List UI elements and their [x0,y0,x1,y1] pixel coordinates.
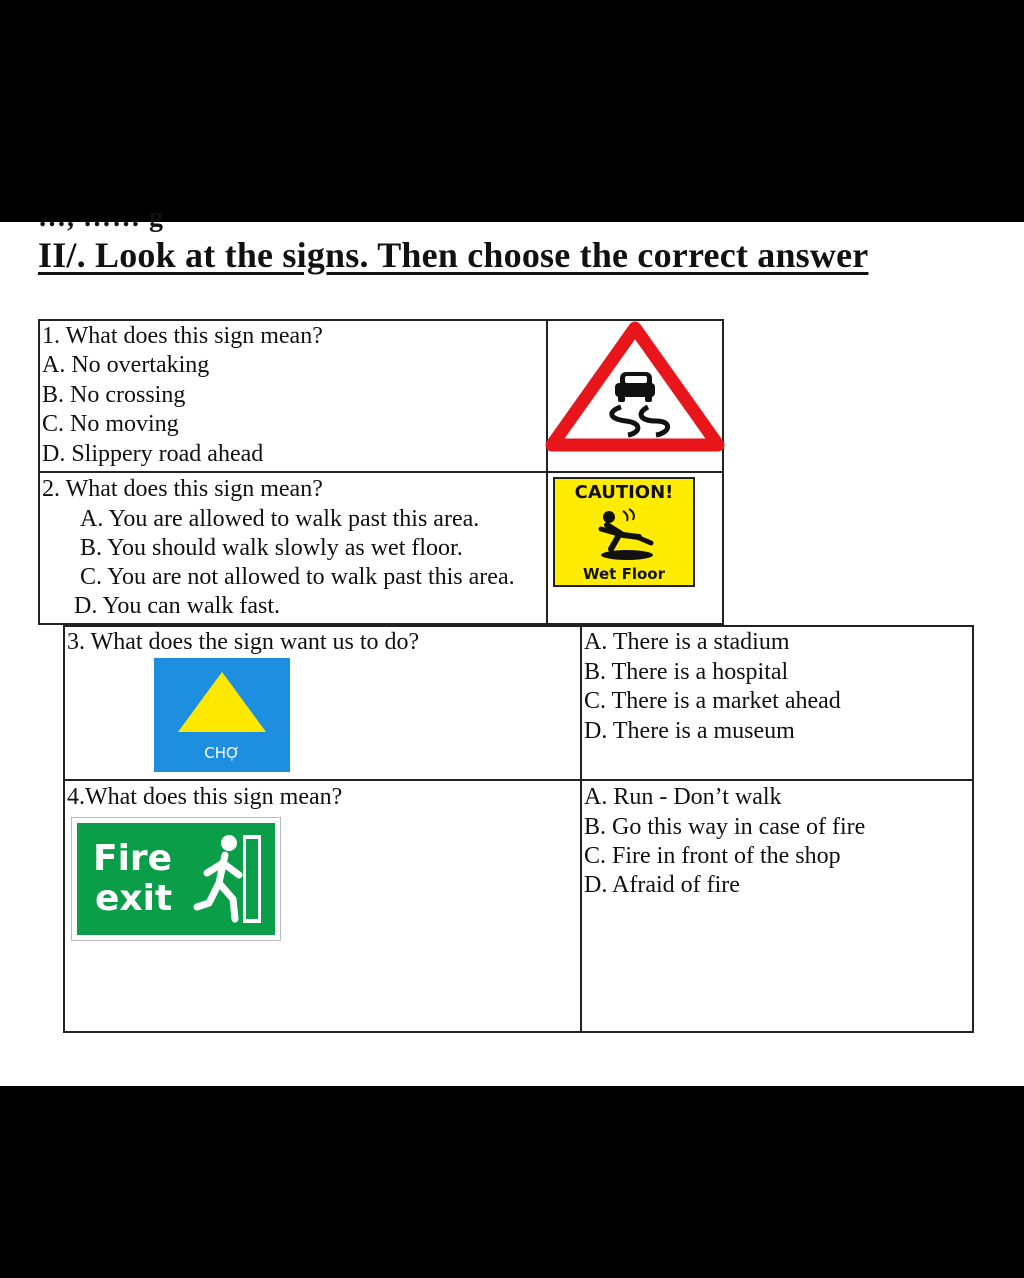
triangle-icon [176,670,268,734]
q4-question-cell [63,779,582,1033]
q2-sign-cell [546,471,724,625]
q3-question: 3. What does the sign want us to do? [67,629,420,655]
q2-option-a: A. You are allowed to walk past this area. [80,506,480,532]
q4-option-a: A. Run - Don’t walk [584,784,782,810]
q1-question: 1. What does this sign mean? [42,323,323,349]
q3-question-cell [63,625,582,781]
q4-option-c: C. Fire in front of the shop [584,843,841,869]
q3-option-a: A. There is a stadium [584,629,790,655]
q1-option-b: B. No crossing [42,382,186,408]
q3-options-cell [580,625,974,781]
q2-option-d: D. You can walk fast. [74,593,280,619]
q3-option-b: B. There is a hospital [584,659,789,685]
worksheet-page [0,202,1024,1086]
fire-exit-line2: exit [95,878,173,919]
q3-option-c: C. There is a market ahead [584,688,841,714]
wet-floor-text: Wet Floor [583,565,665,583]
fire-exit-panel [77,823,275,935]
market-sign-label: CHỢ [204,744,240,762]
wet-floor-sign [553,477,695,587]
q2-question: 2. What does this sign mean? [42,476,323,502]
cut-off-text: …, …… g [38,202,164,233]
q4-option-b: B. Go this way in case of fire [584,814,866,840]
q3-option-d: D. There is a museum [584,718,795,744]
q2-option-b: B. You should walk slowly as wet floor. [80,535,463,561]
q1-question-cell [38,319,548,473]
slipping-person-icon [589,507,659,563]
q1-option-d: D. Slippery road ahead [42,441,264,467]
caution-text: CAUTION! [574,482,674,503]
q1-sign-cell [546,319,724,473]
q4-question: 4.What does this sign mean? [67,784,343,810]
fire-exit-sign [71,817,281,941]
q1-option-c: C. No moving [42,411,179,437]
q4-options-cell [580,779,974,1033]
q2-question-cell [38,471,548,625]
q2-option-c: C. You are not allowed to walk past this area. [80,564,515,590]
slippery-road-sign [548,321,722,451]
q1-option-a: A. No overtaking [42,352,210,378]
running-man-icon [195,829,267,929]
q4-option-d: D. Afraid of fire [584,872,740,898]
exercise-heading: II/. Look at the signs. Then choose the correct answer [38,235,869,275]
market-sign [154,658,290,772]
fire-exit-line1: Fire [93,838,173,879]
